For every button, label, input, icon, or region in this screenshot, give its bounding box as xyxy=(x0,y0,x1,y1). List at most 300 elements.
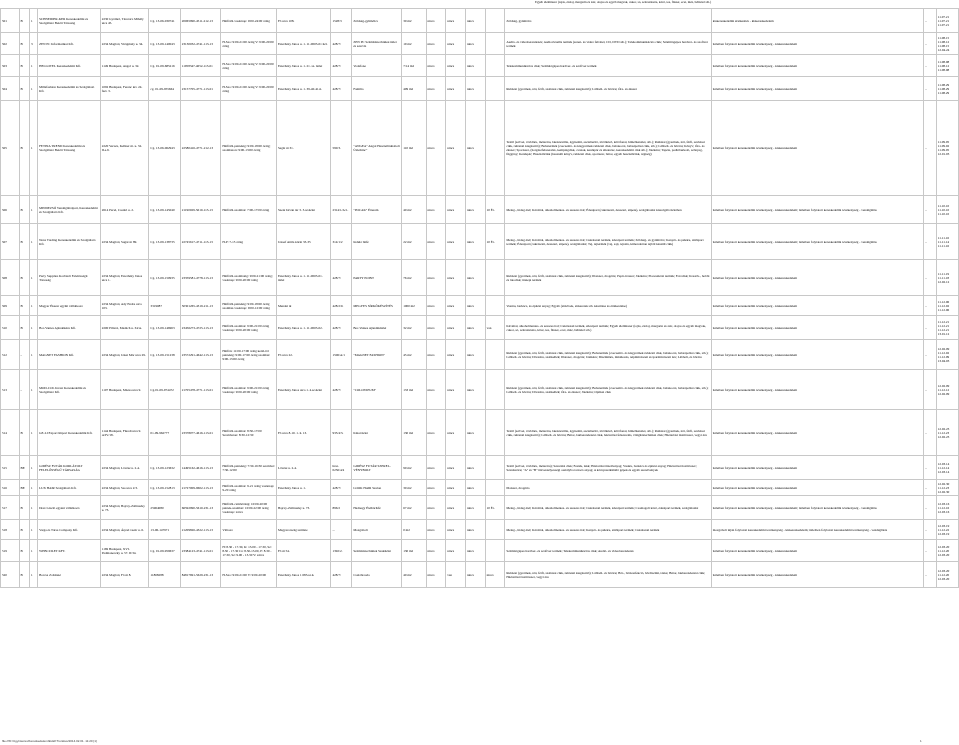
cell-tax: 50301265-4319-211-13 xyxy=(180,296,221,316)
cell-z: 1 xyxy=(29,480,37,496)
cell-f1: nincs xyxy=(426,33,446,55)
cell-dot: .. xyxy=(924,101,937,196)
cell-act: üzletben folytatott kereskedelmi tevékenység - kiskereskedelem; üzletben folytatott kereskedelmi tevékenység - vendéglátás xyxy=(711,496,923,520)
cell-shop: "ANGEA" Angol Használtruhabolt Üzletlánc" xyxy=(352,101,402,196)
cell-f4 xyxy=(485,77,505,101)
cell-act: kiskereskedelmi értékesítés - kiskereskedelem xyxy=(711,9,923,33)
cell-act: üzletben folytatott kereskedelmi tevékenység - kiskereskedelem xyxy=(711,562,923,588)
cell-id: 509 xyxy=(1,296,20,316)
cell-id: 513 xyxy=(1,370,20,410)
page-number: 1 xyxy=(920,739,922,743)
cell-f3: nincs xyxy=(465,540,485,562)
table-row xyxy=(1,340,959,370)
cell-date: 12.03.19 11.12.22 12.03.19 xyxy=(936,520,958,540)
cell-hrsz: 428/7/ xyxy=(331,77,352,101)
cell-id: 512 xyxy=(1,340,20,370)
cell-z: 1 xyxy=(29,316,37,340)
cell-date: 12.02.09 11.12.02 11.12.09 13.04.03 xyxy=(936,340,958,370)
cell-z: 1 xyxy=(29,55,37,77)
cell-area: 45 m2 xyxy=(402,340,426,370)
cell-f2: nincs xyxy=(446,55,466,77)
cell-f3: nincs xyxy=(465,340,485,370)
cell-reg: 01-09-962777 xyxy=(149,410,180,456)
cell-site: Fő utca 22. xyxy=(276,340,331,370)
cell-reg: Cg. 13-06-062943 xyxy=(149,101,180,196)
cell-id: 510 xyxy=(1,316,20,340)
cell-hrsz: 314/1/2 xyxy=(331,224,352,260)
cell-area: 409 m2 xyxy=(402,77,426,101)
cell-d: BE xyxy=(19,456,29,480)
cell-dot: .. xyxy=(924,562,937,588)
cell-hours: Hétfőtől-szombat: 9:00-21:00 óráig vasárnap: 9:00-20:00 óráig xyxy=(221,370,277,410)
cell-shop: ZEN PC Számítástechnikai üzlet és szerviz xyxy=(352,33,402,55)
table-row xyxy=(1,496,959,520)
cell-prod: Audió- és videoberendezés; Audiovizuális termék (zenei- és videó felvétel, CD, DVD stb.); Telekommunikációs cikk; Számítógépes hardver- és szoftver termék xyxy=(505,33,711,55)
cell-addr: 2230 Gyömrő, Táncsics Mihály utca 45. xyxy=(100,9,149,33)
cell-f2: nincs xyxy=(446,33,466,55)
cell-dot: .. xyxy=(924,456,937,480)
cell-f2: nincs xyxy=(446,370,466,410)
cell-shop: Zöldség-gyümölcs xyxy=(352,9,402,33)
cell-addr: 2234 Maglód, Jókai Mór utca 29. xyxy=(100,340,149,370)
cell-f2: nincs xyxy=(446,77,466,101)
cell-f2: nincs xyxy=(446,520,466,540)
cell-hrsz: 428/2/0. xyxy=(331,296,352,316)
table-row xyxy=(1,456,959,480)
cell-site: Segát út 31. xyxy=(276,101,331,196)
cell-addr: 2234 Maglód, Árpád vezér u. 6. xyxy=(100,520,149,540)
cell-d: B xyxy=(19,562,29,588)
cell-d: .. xyxy=(19,340,29,370)
cell-site: József Attila körút 33-35 xyxy=(276,224,331,260)
cell-d: BE xyxy=(19,480,29,496)
cell-site: Esterházy János u. 1. 11-0003-01 üzl. xyxy=(276,33,331,55)
cell-hrsz: 428/7/ xyxy=(331,33,352,55)
cell-name: MAGNET FASHION Kft. xyxy=(38,340,101,370)
table-row xyxy=(1,370,959,410)
cell-f1: nincs xyxy=(426,540,446,562)
cell-f1: nincs xyxy=(426,456,446,480)
cell-shop: "POCAK" Étterem xyxy=(352,196,402,224)
cell-dot: .. xyxy=(924,340,937,370)
cell-reg: Cg. 13-09-138735 xyxy=(149,224,180,260)
cell-name: Magyar Ékszer együtt vállalkozó xyxy=(38,296,101,316)
cell-hours: Hétfőtől-szombatig: 9:00-21:00 óráig; vasárnap: 9:00-20:00 óráig xyxy=(221,260,277,296)
cell-addr: 2234 Maglód, Esterházy János utca 1. xyxy=(100,260,149,296)
cell-shop: Hadnagy ÉtelbárKfé xyxy=(352,496,402,520)
cell-shop: Familia xyxy=(352,77,402,101)
cell-tax: 23378077-4616-113-01 xyxy=(180,410,221,456)
cell-name: Millafashion Kereskedelmi és Szolgáltató Kft. xyxy=(38,77,101,101)
cell-z: 1 xyxy=(29,370,37,410)
cell-name: Bor-Vanies Ajándékáru Kft. xyxy=(38,316,101,340)
cell-f2: nincs xyxy=(446,296,466,316)
cell-name: LUX HAIR Szolgáltató Kft. xyxy=(38,480,101,496)
cell-name: Party Supplies Korlátolt Felelősségű Társaság xyxy=(38,260,101,296)
cell-hours: H-Szo: 9:00-21:00 V: 9:00-20:00 xyxy=(221,562,277,588)
cell-shop: "COLOSSEUM" xyxy=(352,370,402,410)
cell-hours: Hétfőtől-szombat: 9:00-21:00 óráig vasárnap: 9:00-20:00 óráig xyxy=(221,316,277,340)
cell-f2: nincs xyxy=(446,410,466,456)
cell-hours: Hétfőtől-szombat: 8:30-17:00 Szombaton: 8:30-12:30 xyxy=(221,410,277,456)
cell-reg: 13-06-147971 xyxy=(149,520,180,540)
cell-d: B xyxy=(19,33,29,55)
cell-tax: 11958347-4652-113-01 xyxy=(180,55,221,77)
cell-tax: 21190029-5610-113-13 xyxy=(180,196,221,224)
cell-addr: 1144 Budapest, Füredi utca 9. A/IV/18. xyxy=(100,410,149,456)
cell-d: B xyxy=(19,316,29,340)
cell-shop: Számítástechnikai Szaküzlet xyxy=(352,540,402,562)
cell-z: 1 xyxy=(29,196,37,224)
cell-f4 xyxy=(485,370,505,410)
cell-hours: H-Szo: 9:00-21:00 óráig V: 9:00-20:00 óráig xyxy=(221,77,277,101)
cell-date: 11.08.08 11.08.12 11.08.08 xyxy=(936,55,958,77)
cell-tax: 14495162-4616-113-13 xyxy=(180,456,221,480)
cell-f4 xyxy=(485,340,505,370)
cell-dot: .. xyxy=(924,520,937,540)
cell-f1: nincs xyxy=(426,196,446,224)
cell-act: üzletben folytatott kereskedelmi tevékenység - kiskereskedelem xyxy=(711,77,923,101)
cell-f1: nincs xyxy=(426,480,446,496)
cell-name: FETINA TREND Kereskedelmi és Szolgáltató Betéti Társaság xyxy=(38,101,101,196)
cell-act: üzletben folytatott kereskedelmi tevékenység - kiskereskedelem; üzletben folytatott kereskedelmi tevékenység - vendéglátás xyxy=(711,196,923,224)
cell-z: 1 xyxy=(29,456,37,480)
cell-addr: 2234 Maglód, Lövész u. 2-4. xyxy=(100,456,149,480)
cell-act: üzletben folytatott kereskedelmi tevékenység - kiskereskedelem xyxy=(711,540,923,562)
cell-area: 130 m2 xyxy=(402,410,426,456)
cell-prod: Meleg-, hideg étel; Kávéital, alkoholmentes- és szeszes ital; Kenyér- és pékáru, sütőipari termék; Cukrászati termék xyxy=(505,520,711,540)
cell-f2: nincs xyxy=(446,260,466,296)
cell-addr: 2220 Vecsés, Kellner út. u. 32. II.e.9. xyxy=(100,101,149,196)
cell-f1: nincs xyxy=(426,562,446,588)
cell-name: MINDEZSÓ Vendéglátóipari, Kereskedelmi és Szolgáltató Kft. xyxy=(38,196,101,224)
cell-addr: 1107 Budapest, Mázsa utca 9. xyxy=(100,370,149,410)
cell-hours: Hétfőtől-péntekig: 7:30-16:30 szombat: 7:30-12:00 xyxy=(221,456,277,480)
cell-prod: Textil (szövet, rövidáru, méteráru, lakástextília, ágynemű, asztalterítő, törölköző, kötőfonal, hímzőkészlet, stb.); Ruházat (gyermek, női, férfi, szabásai cikk, ruházati kiegészítő); Babatermék (csecsemő- és kisgyermek ruházati cikk, babakocsi, babaápolási cikk, stb.); Lábbeli- és bőráru; Könyv; Óra- és ékszer; Sportszer, (horgászfelszerelés, kempingcikk, csónak, kerékpár és alkatrész, kereskedelmi cikk stb.); Játékáru; Tapéta, padlóburkoló, szőnyeg, függöny; Kerékpár; Használtcikk (használt könyv, ruházati cikk, sportszer, bútor, egyéb használtcikk, régiség) xyxy=(505,101,711,196)
cell-tax: 22580416-4771-212-13 xyxy=(180,101,221,196)
table-row xyxy=(1,9,959,33)
table-row xyxy=(1,55,959,77)
cell-z: 3 xyxy=(29,33,37,55)
cell-hrsz: 1528/3 xyxy=(331,9,352,33)
cell-shop: GIDÉSZ FUTÁR SZEREL-VÉNYBOLT xyxy=(352,456,402,480)
cell-id: 514 xyxy=(1,410,20,456)
cell-reg: cg. 01-09-955664 xyxy=(149,77,180,101)
cell-hours: Hétfőtől-szombat: 9-21 óráig vasárnap: 9-20 óráig xyxy=(221,480,277,496)
table-row xyxy=(1,77,959,101)
cell-hrsz: 428/7/ xyxy=(331,55,352,77)
cell-z: 1 xyxy=(29,410,37,456)
cell-act: üzletben folytatott kereskedelmi tevékenység - kiskereskedelem xyxy=(711,55,923,77)
cell-act: üzletben folytatott kereskedelmi tevékenység - kiskereskedelem xyxy=(711,370,923,410)
cell-site: Fő utca 8-10. 1. ü. 13. xyxy=(276,410,331,456)
cell-area: 32 m2 xyxy=(402,316,426,340)
cell-addr: 1092 Budapest, Ferenc krt. 24. fszt. 3. xyxy=(100,77,149,101)
cell-hrsz: hrsz. 0256/4/4 xyxy=(331,456,352,480)
table-row xyxy=(1,224,959,260)
cell-id: 515 xyxy=(1,456,20,480)
cell-prod: Ruházat (gyermek, női, férfi, szabásai cikk, ruházati kiegészítő); Babatermék (csecsemő- és kisgyermek ruházati cikk, babakocsi, babaápolási cikk, stb.); Lábbeli- és bőráru; Divatáru, szabkellék; Óra- és ékszer; Játékáru; Optikai cikk xyxy=(505,370,711,410)
cell-f2: nincs xyxy=(446,340,466,370)
cell-act: üzletben folytatott kereskedelmi tevékenység - kiskereskedelem xyxy=(711,260,923,296)
cell-name: Drex László egyéni vállalkozó xyxy=(38,496,101,520)
cell-area: 30 m2 xyxy=(402,9,426,33)
cell-id: 502 xyxy=(1,33,20,55)
cell-site: Esterházy János u. 1. 39-40-41.ü. xyxy=(276,77,331,101)
cell-z: 1 xyxy=(29,340,37,370)
cell-date: 11.12.21 11.12.21 11.12.21 13.01.12 xyxy=(936,316,958,340)
cell-hrsz: 428/7/ xyxy=(331,316,352,340)
cell-f1: nincs xyxy=(426,520,446,540)
cell-tax: 22745617-4711-113-13 xyxy=(180,224,221,260)
cell-z: 1 xyxy=(29,296,37,316)
cell-d: B xyxy=(19,9,29,33)
cell-shop: "MAGNET FASHION" xyxy=(352,340,402,370)
cell-hrsz: 428/7/ xyxy=(331,480,352,496)
cell-area: 90 m2 xyxy=(402,456,426,480)
cell-name: Varga és Társa Company Kft. xyxy=(38,520,101,540)
cell-hours: H: 8.30 - 17.30, K: 13.00 - 17.30, Sz: 8.30 - 17.30 Cs: 8.30-13.00, P: 8.30 - 17.30, Sz: 9.00 - 13.30 V: zárva xyxy=(221,540,277,562)
cell-dot: .. xyxy=(924,370,937,410)
cell-f4 xyxy=(485,480,505,496)
cell-date: 12.03.14 11.12.14 12.03.14 xyxy=(936,456,958,480)
cell-date: 12.02.23 11.12.23 12.02.23 xyxy=(936,410,958,456)
cell-site: Esterházy János 1 683.sz.ü. xyxy=(276,562,331,588)
cell-shop: LOOK HAIR Szalon xyxy=(352,480,402,496)
cell-f1: nincs xyxy=(426,410,446,456)
cell-area: 40 m2 xyxy=(402,562,426,588)
cell-f3: nincs xyxy=(465,101,485,196)
cell-hours: Hétfőtől-péntekig: 9:00-18:00 óráig; szombaton: 9:00-13:00 óráig xyxy=(221,101,277,196)
cell-f4: 10 Ér. xyxy=(485,496,505,520)
cell-tax: 23384123-4741-113-01 xyxy=(180,540,221,562)
cell-site: Fő utca 108. xyxy=(276,9,331,33)
trade-register-table xyxy=(0,8,959,588)
cell-date: 11.08.15 11.08.12 11.08.15 12.04.24 xyxy=(936,33,958,55)
cell-date: 11.11.16 11.11.14 11.11.16 xyxy=(936,224,958,260)
cell-f4 xyxy=(485,296,505,316)
cell-addr: 2234 Maglód, Sugár út 89. xyxy=(100,224,149,260)
cell-f3: nincs xyxy=(465,520,485,540)
cell-addr: 2234 Maglód, Sas utca 2/3. xyxy=(100,480,149,496)
cell-tax: 23572291-4642-113-13 xyxy=(180,340,221,370)
cell-date: 12.03.20 11.12.20 12.03.20 xyxy=(936,562,958,588)
cell-addr: 2614 Pécel, Csatári u. 2. xyxy=(100,196,149,224)
table-body xyxy=(1,9,959,588)
cell-date: 12.03.16 11.12.16 12.03.16 xyxy=(936,496,958,520)
cell-tax: 84817691-5629-231-13 xyxy=(180,562,221,588)
cell-id: 519 xyxy=(1,540,20,562)
cell-hrsz: 428/7/ xyxy=(331,260,352,296)
cell-area: 130 m2 xyxy=(402,540,426,562)
cell-f3: nincs xyxy=(465,196,485,224)
cell-d: B xyxy=(19,496,29,520)
cell-f4 xyxy=(485,101,505,196)
table-row xyxy=(1,480,959,496)
cell-f4: van xyxy=(485,316,505,340)
cell-prod: Kávéital, alkoholmentes- és szeszes ital; Cukrászati termék, édesipari termék; Egyéb élelmiszer (tojás, étolaj, margarin és zsír, olajos és egyéb magvak, cukor, só, száraztészta, kávé, tea, fűszer, ecet, méz, bébiétel stb.) xyxy=(505,316,711,340)
cell-hours: Hétfőn: 11:00-17:00 óráig kedd-től péntekig: 9:00-17:00 óráig szombat: 9:00-13:00 óráig xyxy=(221,340,277,370)
table-row xyxy=(1,520,959,540)
cell-dot: .. xyxy=(924,496,937,520)
cell-area: 76 m2 xyxy=(402,260,426,296)
cell-site: Lövész u. 2-4. xyxy=(276,456,331,480)
cell-z: 1 xyxy=(29,540,37,562)
table-row xyxy=(1,260,959,296)
cell-shop: Csalóbrosda xyxy=(352,562,402,588)
cell-f1: nincs xyxy=(426,224,446,260)
table-row xyxy=(1,33,959,55)
cell-tax: 23456273-4725-113-13 xyxy=(180,316,221,340)
cell-dot: .. xyxy=(924,224,937,260)
cell-d: B xyxy=(19,296,29,316)
cell-f4 xyxy=(485,260,505,296)
cell-area: 22 m2 xyxy=(402,224,426,260)
cell-f4: nincs xyxy=(485,562,505,588)
cell-d: B xyxy=(19,55,29,77)
cell-hours: Változó xyxy=(221,520,277,540)
cell-z: 1 xyxy=(29,496,37,520)
table-row xyxy=(1,296,959,316)
cell-f3: nincs xyxy=(465,316,485,340)
cell-reg: 25964080 xyxy=(149,496,180,520)
table-row xyxy=(1,101,959,196)
cell-f3: nincs xyxy=(465,296,485,316)
cell-f3: nincs xyxy=(465,260,485,296)
cell-shop: MEGYES SÍRKŐKÉSZÍTÉS xyxy=(352,296,402,316)
footer-path: file:///D:/Ugyintezes/Kereskedelem/ELEKTronikus/2014.02.01. 11:20 [1] xyxy=(2,739,97,743)
cell-reg: Cg. 13-09-152813 xyxy=(149,480,180,496)
cell-name: HELLOTEL Kereskedelmi Kft. xyxy=(38,55,101,77)
cell-addr: 2200 Pilisvé, Madách u. 34/A. xyxy=(100,316,149,340)
cell-site: Esterházy János u. 1. 11-0003-01. üzlet xyxy=(276,260,331,296)
cell-f3: nincs xyxy=(465,370,485,410)
cell-f3: nincs xyxy=(465,480,485,496)
cell-d: B xyxy=(19,101,29,196)
cell-reg: Cg. 13-09-151238 xyxy=(149,340,180,370)
cell-act: üzletben folytatott kereskedelmi tevékenység - kiskereskedelem xyxy=(711,340,923,370)
cell-dot: .. xyxy=(924,316,937,340)
cell-dot: .. xyxy=(924,480,937,496)
cell-f4 xyxy=(485,540,505,562)
cell-tax: 23130032-4741-113-13 xyxy=(180,33,221,55)
cell-prod: Ruházat (gyermek, női, férfi, szabásai cikk, ruházati kiegészítő); Lábbeli- és bőráru; Óra- és ékszer xyxy=(505,77,711,101)
cell-f2: nincs xyxy=(446,456,466,480)
cell-addr: 2234 Maglód, Ady Endre utca 103. xyxy=(100,296,149,316)
cell-name: WEBCZILET KFT. xyxy=(38,540,101,562)
cell-name: Borcsa Zoltánné xyxy=(38,562,101,588)
cell-f1: nincs xyxy=(426,55,446,77)
cell-site: Esterházy János utca 1. 4.sz.üzlet xyxy=(276,370,331,410)
cell-hrsz: 1506/A/1 xyxy=(331,340,352,370)
cell-id: 517 xyxy=(1,496,20,520)
cell-f4 xyxy=(485,55,505,77)
cell-dot: .. xyxy=(924,33,937,55)
cell-site: Esterházy János u. 1. 21. sz. üzlet xyxy=(276,55,331,77)
cell-f4 xyxy=(485,410,505,456)
cell-z: 1 xyxy=(29,9,37,33)
cell-area: 30 m2 xyxy=(402,480,426,496)
cell-f2: van xyxy=(446,562,466,588)
cell-dot: .. xyxy=(924,410,937,456)
cell-f4 xyxy=(485,520,505,540)
cell-tax: 23157705-4771-113-01 xyxy=(180,77,221,101)
cell-prod: Meleg-, hideg étel; Kávéital, alkoholmentes- és szeszes ital; Édesipari (cukrászati, desszert, süpete), szolgáltatást kiszolgáló üzletben xyxy=(505,196,711,224)
cell-d: B xyxy=(19,260,29,296)
cell-dot: .. xyxy=(924,77,937,101)
cell-id: 508 xyxy=(1,260,20,296)
cell-shop: Bor-Vanies Ajándéküzlet xyxy=(352,316,402,340)
cell-f1: nincs xyxy=(426,9,446,33)
cell-hours: Hétfőtől-szombat: 7:00-17:00 óráig xyxy=(221,196,277,224)
cell-id: 507 xyxy=(1,224,20,260)
cell-f3: nincs xyxy=(465,33,485,55)
cell-hrsz: 896/2 xyxy=(331,496,352,520)
cell-act: üzletben folytatott kereskedelmi tevékenység - kiskereskedelem xyxy=(711,480,923,496)
cell-f1: nincs xyxy=(426,260,446,296)
cell-prod: Ruházat (gyermek, női, férfi, szabásai cikk, ruházati kiegészítő); Babatermék (csecsemő- és kisgyermek ruházati cikk, babakocsi, babaápolási cikk, stb.); Lábbeli- és bőráru; Divatáru, szabkellék; Illatszer, drogéria; Játékáru; Díszműáru, műalkotás, népművészeti és iparművészeti áru; Lábbeli, és bőráru xyxy=(505,340,711,370)
cell-tax: 66592990-5610-231-13 xyxy=(180,496,221,520)
cell-dot: .. xyxy=(924,540,937,562)
cell-d: B xyxy=(19,520,29,540)
cell-prod: Ruházat (gyermek, női, férfi, szabásai cikk, ruházati kiegészítő); Illatszer, drogéria; Papír-írószer; Játékáru; Piaceszközi termék; Fotócikk; Kreatív-, hobbi és ökocikk; ünnepi termék xyxy=(505,260,711,296)
cell-date: 11.10.10 11.10.10 11.10.10 xyxy=(936,196,958,224)
cell-dot: .. xyxy=(924,9,937,33)
cell-addr: 2234 Maglód, Bajcsy-Zsilinszky u. 73. xyxy=(100,496,149,520)
top-note: Egyéb élelmiszer (tojás, étolaj, margarin és zsír, olajos és egyéb magvak, cukor, só, száraztészta, kávé, tea, fűszer, ecet, méz, bébiétel stb.) xyxy=(535,0,712,4)
cell-f3: nincs xyxy=(465,9,485,33)
cell-name: GE-LI Export Import Kereskedelmi Kft. xyxy=(38,410,101,456)
cell-z: 1 xyxy=(29,224,37,260)
cell-site: Esterházy János u. 1. xyxy=(276,480,331,496)
cell-name: GIDÉSZ FUTÁR KORLÁTOLT FELELŐSSÉGŰ TÁRSASÁG xyxy=(38,456,101,480)
cell-hours: Hétfőtől-vasárnap: 0:00-24:00 óráig xyxy=(221,9,277,33)
cell-f2: nincs xyxy=(446,540,466,562)
cell-f3: nincs xyxy=(465,77,485,101)
cell-id: 506 xyxy=(1,196,20,224)
cell-id: 520 xyxy=(1,562,20,588)
cell-f3: nincs xyxy=(465,562,485,588)
cell-act: üzletben folytatott kereskedelmi tevékenység - kiskereskedelem xyxy=(711,101,923,196)
cell-prod: Vasúru, barkács, és építési anyag; Egyéb (sírkövek, sírkeretek stb. készítése és értékesítése) xyxy=(505,296,711,316)
cell-f2: nincs xyxy=(446,224,466,260)
cell-f1: nincs xyxy=(426,101,446,196)
cell-f1: nincs xyxy=(426,77,446,101)
cell-prod: Textil (szövet, rövidáru, méteráru); Szerelési cikk; Festék, lakk; Háztartási tüzelőanyag; Vasúru, barkács és építési anyag; Háztartási tisztítószer; Szaniteráru; "A" és "B" tűzveszélyességi osztályba tartozó anyag; A környezetkímélő gépek és egyéb szerelvények xyxy=(505,456,711,480)
cell-prod: Ruházat (gyermek, női, férfi, szabásai cikk, ruházati kiegészítő); Lábbeli- és bőráru; Bőr-, bőrkonfekció, bőrdíszmű, táska; Bútor, lakberendezési cikk; Háztartási tisztítószer, vegyi áru xyxy=(505,562,711,588)
cell-f2: nincs xyxy=(446,316,466,340)
cell-addr: 2234 Maglód, Fő út 8. xyxy=(100,562,149,588)
cell-id: 518 xyxy=(1,520,20,540)
cell-hours: Hétfőtől-csütörtökig: 10:00-20:00 péntek-szombat: 10:00-22:00 óráig vasárnap: zárva xyxy=(221,496,277,520)
cell-act: üzletben folytatott kereskedelmi tevékenység - kiskereskedelem xyxy=(711,33,923,55)
cell-f3: nincs xyxy=(465,224,485,260)
cell-z: 1 xyxy=(29,520,37,540)
cell-date: 12.03.20 11.12.20 12.03.20 xyxy=(936,540,958,562)
cell-f4: 10 Ér. xyxy=(485,196,505,224)
cell-shop: Mozgóbolt xyxy=(352,520,402,540)
cell-f3: nincs xyxy=(465,410,485,456)
cell-id: 516 xyxy=(1,480,20,496)
cell-date: 11.07.21 11.07.21 11.07.21 xyxy=(936,9,958,33)
cell-area: 0 m2 xyxy=(402,520,426,540)
cell-id: 503 xyxy=(1,55,20,77)
cell-area: 40 m2 xyxy=(402,196,426,224)
cell-prod: Zöldség, gyümölcs xyxy=(505,9,711,33)
cell-shop: Vodafone xyxy=(352,55,402,77)
cell-f2: nincs xyxy=(446,196,466,224)
cell-reg: Cg. 13-09-150935 xyxy=(149,260,180,296)
